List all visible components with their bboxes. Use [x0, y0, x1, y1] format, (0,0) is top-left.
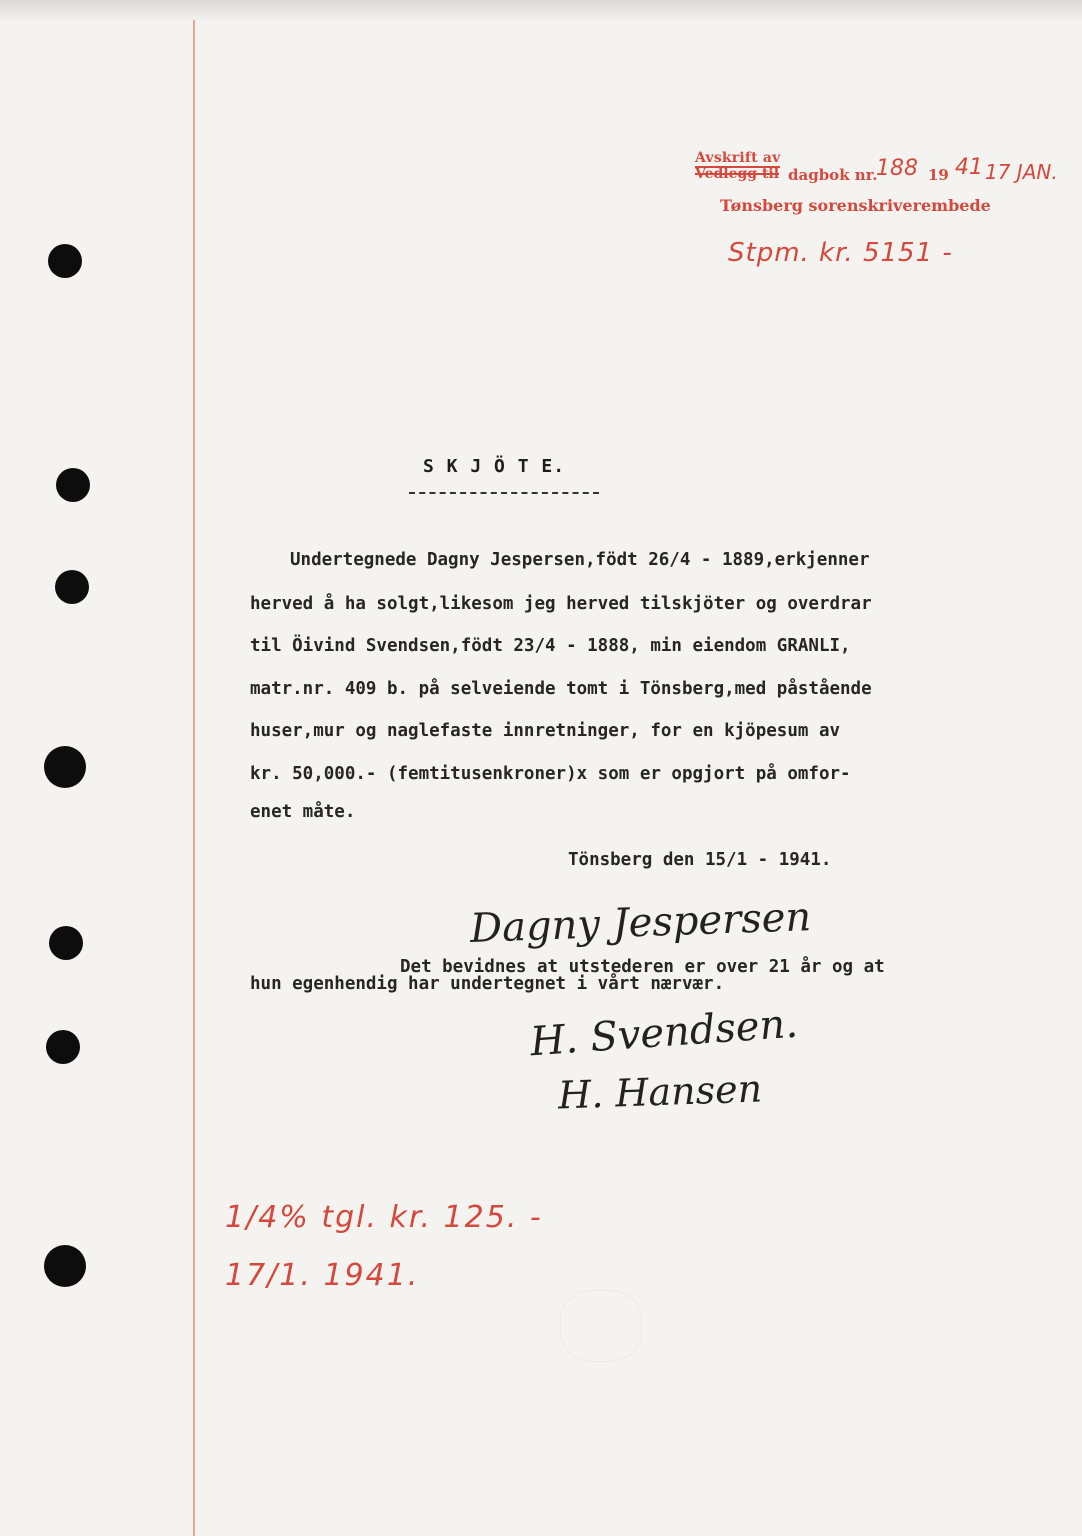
scan-top-edge [0, 0, 1082, 22]
signature-witness-1: H. Svendsen. [528, 1000, 800, 1066]
stamp-avskrift-label: Avskrift av [695, 150, 781, 166]
stamp-fee-note: Stpm. kr. 5151 - [728, 238, 953, 268]
body-line: enet måte. [250, 802, 356, 822]
document-title: S K J Ö T E. [423, 456, 566, 477]
red-note-tinglysing: 1/4% tgl. kr. 125. - [225, 1200, 543, 1235]
body-line: herved å ha solgt,likesom jeg herved tilskjöter og overdrar [250, 594, 872, 614]
body-line: kr. 50,000.- (femtitusenkroner)x som er opgjort på omfor- [250, 764, 851, 784]
body-line: Undertegnede Dagny Jespersen,födt 26/4 - 1889,erkjenner [290, 550, 870, 570]
stamp-vedlegg-label: Vedlegg til [695, 166, 780, 182]
punch-hole [49, 926, 83, 960]
stamp-year-prefix: 19 [928, 166, 949, 184]
signature-seller: Dagny Jespersen [469, 894, 812, 952]
signature-witness-2: H. Hansen [557, 1066, 763, 1118]
witness-line: hun egenhendig har undertegnet i vårt nærvær. [250, 974, 725, 994]
punch-hole [48, 244, 82, 278]
body-line: til Öivind Svendsen,födt 23/4 - 1888, min eiendom GRANLI, [250, 636, 851, 656]
stamp-dagbok-label: dagbok nr. [788, 166, 878, 184]
punch-hole [44, 1245, 86, 1287]
stamp-date: 17 JAN. [985, 160, 1058, 184]
witness-line: Det bevidnes at utstederen er over 21 år og at [400, 957, 885, 977]
stamp-year-suffix: 41 [955, 155, 983, 180]
red-margin-line [193, 20, 195, 1536]
punch-hole [56, 468, 90, 502]
punch-hole [46, 1030, 80, 1064]
punch-hole [55, 570, 89, 604]
stamp-dagbok-number: 188 [876, 156, 918, 181]
title-underline [409, 492, 599, 494]
red-note-date: 17/1. 1941. [225, 1258, 420, 1293]
stamp-office: Tønsberg sorenskriverembede [720, 196, 991, 215]
place-date: Tönsberg den 15/1 - 1941. [568, 850, 832, 870]
body-line: huser,mur og naglefaste innretninger, for en kjöpesum av [250, 721, 841, 741]
body-line: matr.nr. 409 b. på selveiende tomt i Tönsberg,med påstående [250, 679, 872, 699]
punch-hole [44, 746, 86, 788]
faint-stamp-mark [560, 1290, 642, 1362]
